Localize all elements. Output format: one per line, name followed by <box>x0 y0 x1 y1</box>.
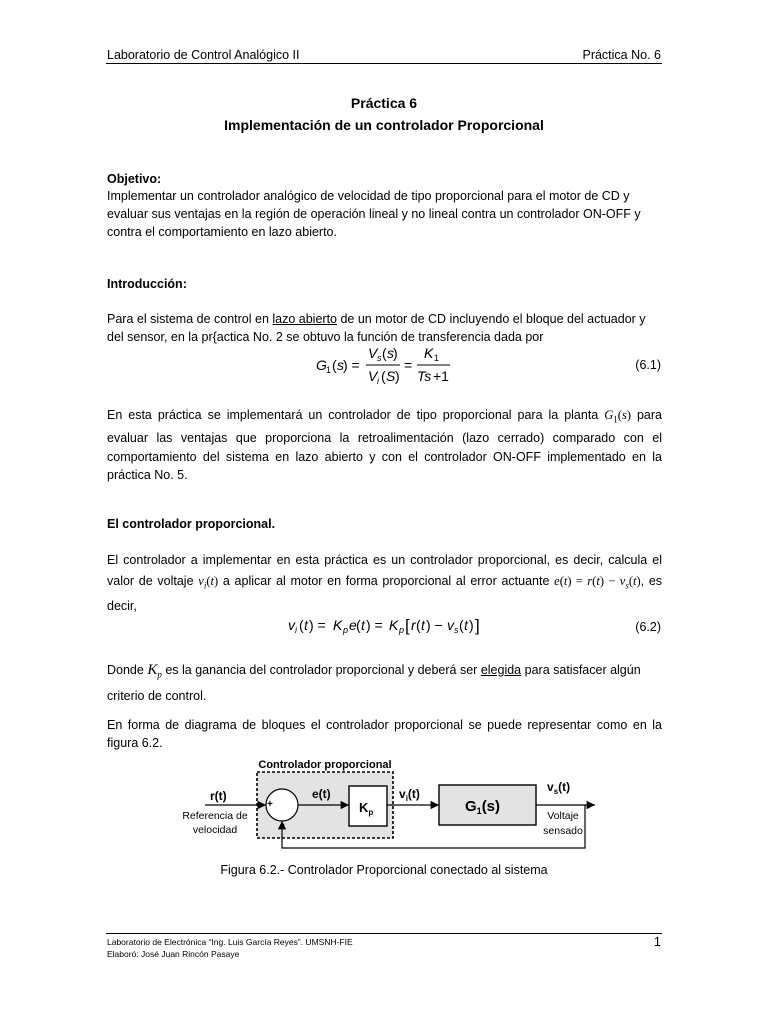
svg-text:t: t <box>361 617 365 633</box>
intro-paragraph-2: En esta práctica se implementará un controlador de tipo proporcional para la planta $G_1(s)$ para evaluar las ventajas que proporciona la retroalimentación (lazo cerrado) comparado con el comportamiento del sistema en lazo abierto y con el controlador ON-OFF implementado en la práctica No. 5. <box>107 408 662 482</box>
svg-text:(: ( <box>416 617 421 633</box>
controller-heading: El controlador proporcional. <box>107 517 276 531</box>
svg-text:s: s <box>337 357 344 373</box>
error-label: e(t) <box>312 787 331 801</box>
svg-text:+1: +1 <box>433 368 449 384</box>
svg-text:s: s <box>377 353 382 363</box>
plus-sign: + <box>267 799 273 810</box>
svg-text:v: v <box>288 617 295 633</box>
svg-text:1: 1 <box>434 353 440 363</box>
svg-text:) =: ) = <box>343 357 360 373</box>
svg-text:(: ( <box>299 617 304 633</box>
input-desc-line1: Referencia de <box>182 810 248 822</box>
header-practice-number: Práctica No. 6 <box>582 48 661 62</box>
output-label: $v_s(t)$ <box>547 780 571 796</box>
objective-heading: Objetivo: <box>107 172 162 186</box>
svg-text:(: ( <box>382 345 387 361</box>
input-desc-line2: velocidad <box>192 824 238 836</box>
equation-6-1-number: (6.1) <box>635 358 661 372</box>
svg-text:V: V <box>368 368 378 384</box>
svg-text:) −: ) − <box>426 617 443 633</box>
open-loop-link-text: lazo abierto <box>272 312 337 326</box>
page-title: Práctica 6 <box>350 95 418 111</box>
svg-text:): ) <box>395 368 400 384</box>
footer-author: Elaboró: José Juan Rincón Pasaye <box>107 949 240 959</box>
svg-text:G: G <box>316 357 327 373</box>
control-signal-label: $v_i(t)$ <box>399 787 420 803</box>
output-desc-line1: Voltaje <box>547 810 579 822</box>
svg-text:t: t <box>421 617 425 633</box>
svg-text:(: ( <box>356 617 361 633</box>
svg-text:=: = <box>404 357 413 373</box>
equation-6-2-number: (6.2) <box>635 620 661 634</box>
page-number: 1 <box>653 934 661 949</box>
svg-text:) =: ) = <box>366 617 383 633</box>
svg-text:r: r <box>411 617 416 633</box>
svg-text:t: t <box>464 617 468 633</box>
intro-paragraph-1: Para el sistema de control en lazo abierto de un motor de CD incluyendo el bloque del actuador y del sensor, en la pr{actica No. 2 se obtuvo la función de transferencia dada por <box>107 312 646 344</box>
svg-text:(: ( <box>332 357 337 373</box>
plant-label: $G_1(s)$ <box>465 798 501 816</box>
svg-text:s: s <box>454 625 459 635</box>
svg-text:[: [ <box>405 616 410 635</box>
block-diagram <box>160 755 610 855</box>
gain-label: $K_p$ <box>359 800 374 817</box>
header-course-title: Laboratorio de Control Analógico II <box>107 48 300 62</box>
minus-sign: - <box>281 818 285 830</box>
intro-heading: Introducción: <box>107 277 187 291</box>
svg-text:Ts: Ts <box>417 368 432 384</box>
svg-text:S: S <box>386 368 396 384</box>
svg-text:p: p <box>343 625 349 635</box>
header-divider <box>106 63 662 64</box>
svg-text:i: i <box>295 625 297 635</box>
output-desc-line2: sensado <box>543 825 583 837</box>
footer-lab-name: Laboratorio de Electrónica “Ing. Luis García Reyes”. UMSNH-FIE <box>107 937 353 947</box>
svg-text:V: V <box>368 345 378 361</box>
svg-text:i: i <box>377 376 379 386</box>
equation-6-2 <box>288 612 488 638</box>
svg-text:1: 1 <box>326 365 332 375</box>
svg-text:p: p <box>399 625 405 635</box>
svg-text:K: K <box>333 617 343 633</box>
controller-box-title: Controlador proporcional <box>258 759 392 771</box>
svg-text:v: v <box>447 617 454 633</box>
svg-text:K: K <box>389 617 399 633</box>
footer-divider <box>106 933 662 934</box>
figure-caption: Figura 6.2.- Controlador Proporcional conectado al sistema <box>220 863 548 877</box>
svg-text:): ) <box>393 345 398 361</box>
controller-paragraph-1: El controlador a implementar en esta práctica es un controlador proporcional, es decir, calcula el valor de voltaje $v_i(t)$ a aplicar al motor en forma proporcional al error actuante $e(t) = r(t) - v_s(t)$, es decir, <box>107 553 663 613</box>
controller-paragraph-2: Donde $K_p$ es la ganancia del controlador proporcional y deberá ser elegida para satisfacer algún criterio de control. <box>107 662 641 703</box>
page-subtitle: Implementación de un controlador Proporcional <box>224 117 544 133</box>
svg-text:(: ( <box>381 368 386 384</box>
svg-text:e: e <box>349 617 357 633</box>
svg-text:]: ] <box>475 616 480 635</box>
svg-text:) =: ) = <box>309 617 326 633</box>
input-label: r(t) <box>210 789 227 803</box>
equation-6-1 <box>316 343 496 387</box>
chosen-underlined-text: elegida <box>480 663 522 677</box>
svg-text:(: ( <box>459 617 464 633</box>
objective-text: Implementar un controlador analógico de velocidad de tipo proporcional para el motor de CD y evaluar sus ventajas en la región de operación lineal y no lineal contra un controlador ON-OFF y contra el comportamiento en lazo abierto. <box>107 189 641 239</box>
svg-text:t: t <box>304 617 308 633</box>
svg-text:K: K <box>424 345 434 361</box>
controller-paragraph-3: En forma de diagrama de bloques el controlador proporcional se puede representar como en la figura 6.2. <box>107 718 662 750</box>
svg-text:s: s <box>387 345 394 361</box>
svg-text:): ) <box>469 617 474 633</box>
